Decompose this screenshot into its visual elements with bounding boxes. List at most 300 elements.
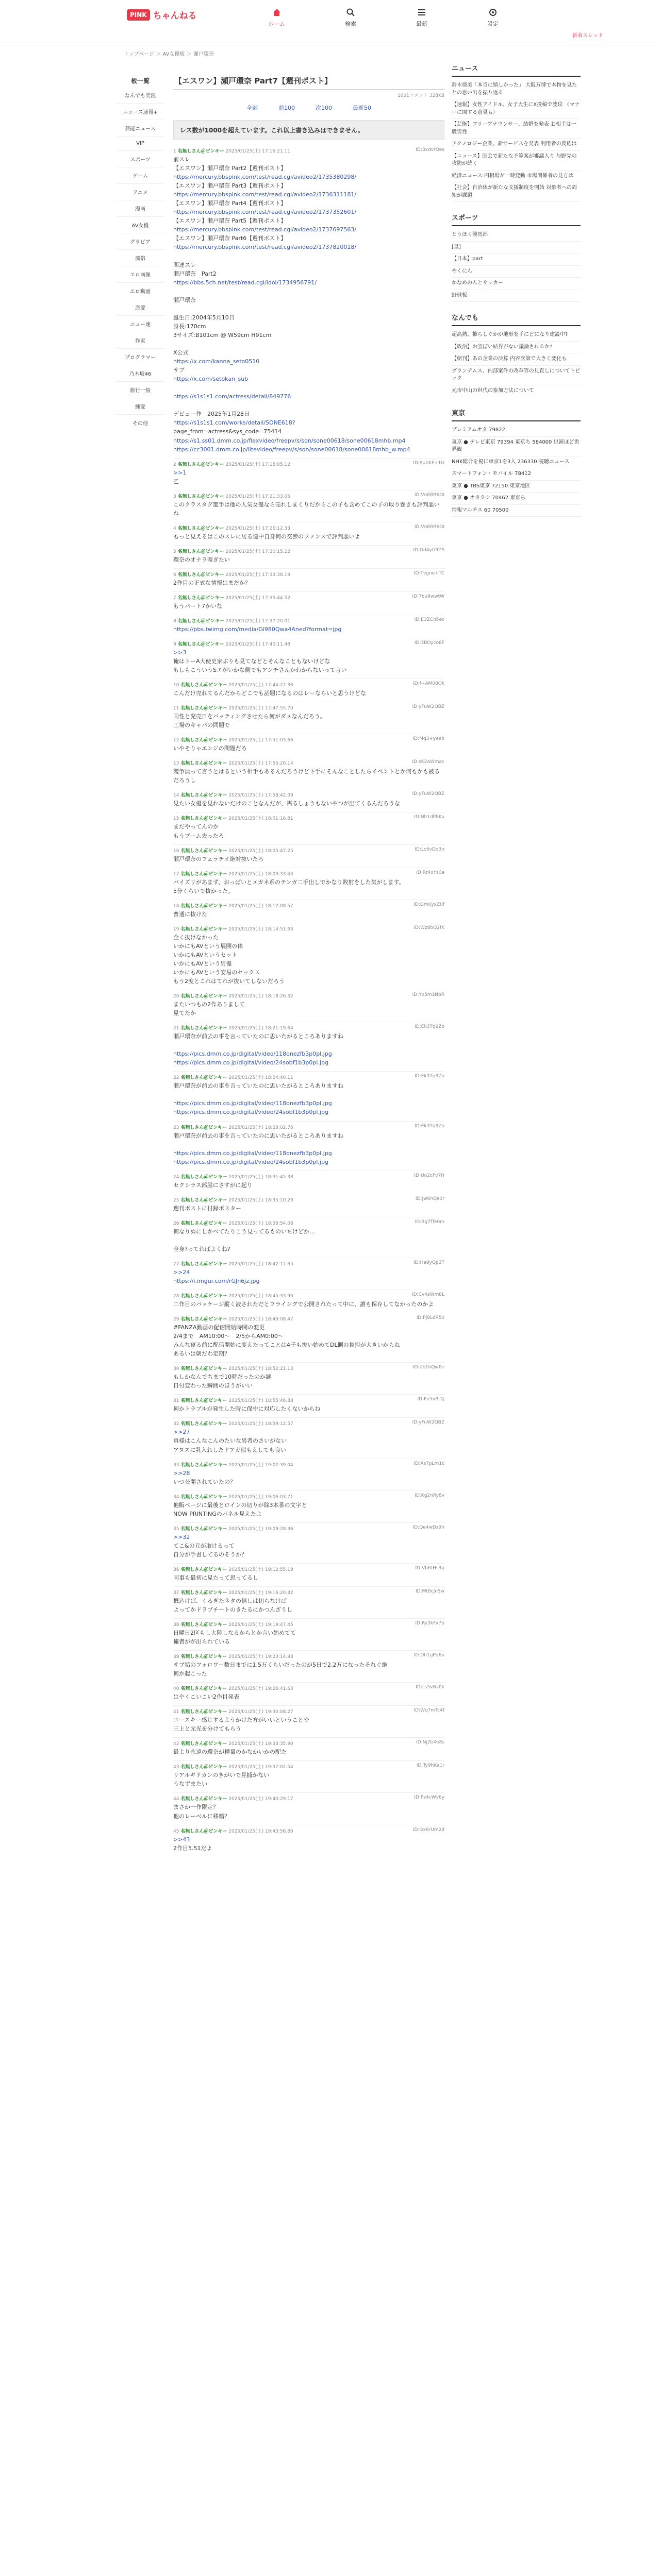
post-id[interactable]: ID:Ek3Tq9Zo bbox=[415, 1074, 444, 1079]
sidebar-link[interactable]: 情報マルチス 60 70500 bbox=[452, 505, 581, 517]
post-link[interactable]: https://pics.dmm.co.jp/digital/video/24sobf1b3p0pl.jpg bbox=[173, 1109, 328, 1116]
post-number[interactable]: 13 bbox=[173, 761, 179, 767]
post-meta-left bbox=[173, 1315, 293, 1322]
post-number[interactable]: 17 bbox=[173, 871, 179, 877]
post-text-line: このクラスタグ選手は他の人気女優なら売れしまくりだからこの子も含めてこの子の取り巻きも評判悪いね bbox=[173, 501, 440, 517]
board-link[interactable]: 恋愛 bbox=[117, 299, 164, 316]
post-id[interactable]: ID:7bu9wwtW bbox=[412, 594, 444, 599]
post-number[interactable]: 32 bbox=[173, 1421, 179, 1427]
post-id[interactable]: ID:Ty9hKa1r bbox=[416, 1763, 444, 1769]
post-link[interactable]: https://mercury.bbspink.com/test/read.cgi/avideo2/1736311181/ bbox=[173, 191, 357, 198]
post-number[interactable]: 19 bbox=[173, 926, 179, 932]
sidebar-misc bbox=[452, 311, 581, 397]
post-link[interactable]: https://s1.ss01.dmm.co.jp/flexvideo/freepv/s/son/sone00618/sone00618mhb.mp4 bbox=[173, 437, 406, 444]
reply-anchor[interactable]: >>27 bbox=[173, 1429, 190, 1436]
board-list-title: 板一覧 bbox=[130, 77, 150, 84]
post-text-line: #FANZA動画の配信開始時間の変更 bbox=[173, 1324, 265, 1331]
post bbox=[173, 1072, 444, 1121]
post-id[interactable]: ID:Ek3Tq9Zo bbox=[415, 1123, 444, 1129]
post-number[interactable]: 23 bbox=[173, 1125, 179, 1130]
sidebar-link[interactable]: 鈴木亜美「本当に嬉しかった」 大阪万博で本物を見たとの思い出を振り返る bbox=[452, 80, 581, 99]
post-author: 名無しさん＠ピンキー bbox=[180, 848, 227, 854]
post-number[interactable]: 27 bbox=[173, 1261, 179, 1267]
post-text-line: 前スレ bbox=[173, 156, 190, 163]
post bbox=[173, 1706, 444, 1738]
post bbox=[173, 522, 444, 546]
post-text-line: まだやってんのか bbox=[173, 823, 219, 831]
post-text-line: サブ bbox=[173, 367, 185, 374]
post-author: 名無しさん＠ピンキー bbox=[180, 793, 227, 799]
post-number[interactable]: 38 bbox=[173, 1622, 179, 1628]
post-id[interactable]: ID:3xdvrQes bbox=[416, 147, 444, 152]
post bbox=[173, 1564, 444, 1587]
post-number[interactable]: 28 bbox=[173, 1294, 179, 1299]
post-id[interactable]: ID:Vn6RR6OI bbox=[414, 524, 444, 530]
nav-settings[interactable] bbox=[487, 7, 499, 28]
post-link[interactable]: https://mercury.bbspink.com/test/read.cgi/avideo2/1737697563/ bbox=[173, 226, 357, 233]
post-number[interactable]: 35 bbox=[173, 1526, 179, 1532]
reply-anchor[interactable]: >>32 bbox=[173, 1533, 190, 1540]
post-body bbox=[173, 1691, 444, 1701]
post-id[interactable]: ID:Zk1hQw6e bbox=[412, 1365, 444, 1370]
post-meta-left bbox=[173, 1763, 293, 1770]
pager-all[interactable]: 全部 bbox=[246, 105, 258, 111]
post-body bbox=[173, 766, 444, 785]
post-number[interactable]: 34 bbox=[173, 1494, 179, 1500]
post-header bbox=[173, 1827, 444, 1834]
sidebar-link[interactable]: 東京 ● テレビ東京 79394 東京ち 584000 出演ほど世界観 bbox=[452, 437, 581, 456]
post-date: 2025/01/25(土) 17:30:15.22 bbox=[225, 549, 290, 554]
post-number[interactable]: 43 bbox=[173, 1765, 179, 1770]
board-link[interactable]: 乃木坂46 bbox=[117, 365, 164, 382]
post-author: 名無しさん＠ピンキー bbox=[180, 1709, 227, 1715]
post-number[interactable]: 20 bbox=[173, 994, 179, 999]
post-header bbox=[173, 1315, 444, 1322]
post-text-line: いやそりゃエンジの問題だろ bbox=[173, 745, 247, 752]
reply-anchor[interactable]: >>3 bbox=[173, 649, 187, 656]
post bbox=[173, 1491, 444, 1523]
post bbox=[173, 569, 444, 592]
post-id[interactable]: ID:Vn6RR6OI bbox=[414, 492, 444, 498]
new-threads-link[interactable]: 新着スレッド bbox=[572, 33, 603, 39]
post-date: 2025/01/25(土) 18:45:33.90 bbox=[228, 1294, 293, 1299]
board-link[interactable]: グラビア bbox=[117, 233, 164, 250]
post-text-line: 瀬戸環奈 bbox=[173, 296, 196, 303]
post-author: 名無しさん＠ピンキー bbox=[180, 1317, 227, 1323]
post-id[interactable]: ID:Ls5vNz0k bbox=[416, 1685, 444, 1690]
post-author: 名無しさん＠ピンキー bbox=[180, 706, 227, 711]
post bbox=[173, 757, 444, 789]
post-id[interactable]: ID:yFuW2QBZ bbox=[412, 1420, 444, 1426]
post-number[interactable]: 1 bbox=[173, 149, 176, 154]
post-link[interactable]: https://i.imgur.com/rGJn6jz.jpg bbox=[173, 1277, 260, 1284]
post-id[interactable]: ID:Nh1dP8Ku bbox=[414, 815, 444, 820]
board-link[interactable]: AV女優 bbox=[117, 217, 164, 233]
post-date: 2025/01/25(土) 17:16:21.11 bbox=[225, 149, 290, 154]
post-meta-left bbox=[173, 548, 290, 554]
post-link[interactable]: https://mercury.bbspink.com/test/read.cgi/avideo2/1737352601/ bbox=[173, 209, 357, 216]
sidebar-link[interactable]: 東京 ● オタクシ 70462 東京ら bbox=[452, 493, 581, 505]
post-meta-left bbox=[173, 1795, 293, 1802]
post-id[interactable]: ID:Pj8LdR5x bbox=[416, 1315, 444, 1321]
post-header bbox=[173, 524, 444, 531]
post-date: 2025/01/25(土) 18:55:46.88 bbox=[228, 1398, 293, 1404]
post-date: 2025/01/25(土) 19:09:28.36 bbox=[228, 1526, 293, 1532]
post-body bbox=[173, 711, 444, 730]
reply-anchor[interactable]: >>24 bbox=[173, 1268, 190, 1276]
post bbox=[173, 1761, 444, 1793]
post-number[interactable]: 2 bbox=[173, 462, 176, 467]
post-body bbox=[173, 554, 444, 564]
sidebar-link[interactable]: 【日本】part bbox=[452, 253, 581, 266]
post-number[interactable]: 7 bbox=[173, 595, 176, 601]
post-header bbox=[173, 594, 444, 601]
post-number[interactable]: 39 bbox=[173, 1654, 179, 1660]
post-id[interactable]: ID:E3ZCn5ec bbox=[414, 617, 444, 622]
sidebar-region-title: 東京 bbox=[452, 406, 581, 421]
post-link[interactable]: https://mercury.bbspink.com/test/read.cgi/avideo2/1735380298/ bbox=[173, 174, 357, 181]
post-header bbox=[173, 1740, 444, 1747]
post bbox=[173, 1418, 444, 1459]
post-link[interactable]: https://pics.dmm.co.jp/digital/video/24sobf1b3p0pl.jpg bbox=[173, 1059, 328, 1066]
post-id[interactable]: ID:Lc6vDq3n bbox=[415, 846, 444, 852]
post-number[interactable]: 3 bbox=[173, 494, 176, 499]
board-link[interactable]: スポーツ bbox=[117, 151, 164, 167]
post-meta-left bbox=[173, 1260, 293, 1267]
post-text-line: page_from=actress&sys_code=75414 bbox=[173, 428, 282, 435]
nav-latest[interactable] bbox=[416, 7, 427, 28]
post-id[interactable]: ID:Kg2nRy8v bbox=[415, 1493, 444, 1498]
post-author: 名無しさん＠ピンキー bbox=[180, 1828, 227, 1834]
board-link[interactable]: 作家 bbox=[117, 332, 164, 349]
post-text-line: みんな寝る前に配信開始に変えたってことは4千も抜い始めてDL側の負担が大きいからね bbox=[173, 1342, 400, 1349]
post bbox=[173, 679, 444, 702]
post-body bbox=[173, 1226, 444, 1253]
sidebar-link[interactable]: かなめのんとサッカー bbox=[452, 278, 581, 290]
post-text-line: 瀬戸環奈のフェラチオ絶対抜いたろ bbox=[173, 855, 264, 862]
post-id[interactable]: ID:9ubKF+1U bbox=[413, 460, 444, 466]
board-link[interactable]: 芸能ニュース bbox=[117, 120, 164, 137]
post-number[interactable]: 37 bbox=[173, 1590, 179, 1596]
post-text-line: いかにもAVというセット bbox=[173, 951, 238, 958]
post-text-line: 工場のキャパの問題で bbox=[173, 722, 230, 729]
post-date: 2025/01/25(土) 19:02:39.04 bbox=[228, 1462, 293, 1468]
post-text-line: いつ公開されていたの？ bbox=[173, 1478, 236, 1485]
post-number[interactable]: 4 bbox=[173, 526, 176, 531]
post-meta-left bbox=[173, 847, 293, 854]
post-text-line: 乙 bbox=[173, 478, 179, 485]
post-date: 2025/01/25(土) 17:18:05.12 bbox=[225, 462, 290, 467]
post bbox=[173, 1619, 444, 1651]
sidebar-link[interactable]: 元市中山の世代の参加方法について bbox=[452, 385, 581, 398]
sidebar-link[interactable]: 経済ニュース:円相場が一時変動 市場関係者の見方は bbox=[452, 171, 581, 183]
sidebar-link[interactable]: 【政治】お宝ぽい結界がない議論されるか? bbox=[452, 342, 581, 354]
post-number[interactable]: 11 bbox=[173, 706, 179, 711]
sidebar-link[interactable]: 【芸能】フリーアナウンサー、結婚を発表 お相手は一般男性 bbox=[452, 119, 581, 139]
sidebar-link[interactable]: 【速報】女性アイドル、女子大生にX投稿で波紋 〈マナーに関する意見も〉 bbox=[452, 99, 581, 119]
sidebar-link[interactable]: スマートフォン・モバイル 78412 bbox=[452, 468, 581, 481]
post bbox=[173, 900, 444, 923]
post-number[interactable]: 8 bbox=[173, 618, 176, 624]
post-id[interactable]: ID:Cv4sWm8L bbox=[411, 1292, 444, 1298]
post-id[interactable]: ID:Xs7pLm1c bbox=[413, 1461, 444, 1466]
post-text-line: 【エスワン】瀬戸環奈 Part6【週刊ポスト】 bbox=[173, 235, 287, 242]
board-link[interactable]: ニュース速報+ bbox=[117, 104, 164, 120]
post-number[interactable]: 21 bbox=[173, 1026, 179, 1031]
post-author: 名無しさん＠ピンキー bbox=[180, 1294, 227, 1299]
post-header bbox=[173, 1074, 444, 1080]
sidebar-link[interactable]: やくにん bbox=[452, 266, 581, 278]
post-id[interactable]: ID:Gx6rUm2d bbox=[412, 1827, 444, 1833]
post-body bbox=[173, 1203, 444, 1213]
post-number[interactable]: 30 bbox=[173, 1366, 179, 1372]
post-header bbox=[173, 461, 444, 467]
post-text-line: 見たい女優を見れないだけのことなんだが、需るしょうもないやつが出てくるんだろうな bbox=[173, 800, 400, 807]
post-number[interactable]: 10 bbox=[173, 683, 179, 688]
post-text-line: もうパート7かいな bbox=[173, 602, 222, 609]
post-text-line: 2作目5.51だよ bbox=[173, 1844, 212, 1852]
post-meta-left bbox=[173, 1685, 293, 1691]
post-header bbox=[173, 493, 444, 499]
post-date: 2025/01/25(土) 17:40:11.48 bbox=[225, 642, 290, 648]
post-date: 2025/01/25(土) 19:26:41.63 bbox=[228, 1686, 293, 1692]
post-number[interactable]: 15 bbox=[173, 816, 179, 822]
post-author: 名無しさん＠ピンキー bbox=[180, 1741, 227, 1747]
pager-latest[interactable]: 最新50 bbox=[353, 105, 371, 111]
post-date: 2025/01/25(土) 17:35:44.52 bbox=[225, 595, 290, 601]
post-header bbox=[173, 925, 444, 932]
sidebar-link[interactable]: 【社会】自治体が新たな支援制度を開始 対象者への周知が課題 bbox=[452, 182, 581, 202]
post-date: 2025/01/25(土) 18:21:19.64 bbox=[228, 1026, 293, 1031]
post bbox=[173, 868, 444, 900]
post-number[interactable]: 26 bbox=[173, 1221, 179, 1226]
post-id[interactable]: ID:Wz8bQ2fK bbox=[413, 925, 444, 930]
post-date: 2025/01/25(土) 18:59:12.57 bbox=[228, 1421, 293, 1427]
sidebar-link[interactable]: 超高熱、推らしぐかが地形を手にどになり建設中? bbox=[452, 329, 581, 342]
post-link[interactable]: https://pics.dmm.co.jp/digital/video/118onezfb3p0pl.jpg bbox=[173, 1100, 332, 1107]
post-author: 名無しさん＠ピンキー bbox=[180, 1686, 227, 1692]
post-text-line: もしかなんでちまで10時だったのか謎 bbox=[173, 1374, 271, 1381]
post-meta-left bbox=[173, 1292, 293, 1299]
post-author: 名無しさん＠ピンキー bbox=[180, 1125, 227, 1130]
nav-home[interactable] bbox=[268, 7, 285, 28]
post-link[interactable]: https://s1s1s1.com/works/detail/SONE618? bbox=[173, 419, 295, 427]
post-id[interactable]: ID:Yx5m1NbR bbox=[412, 992, 444, 998]
reply-anchor[interactable]: >>43 bbox=[173, 1836, 190, 1843]
post-id[interactable]: ID:Tvgne+TC bbox=[413, 570, 444, 576]
post-id[interactable]: ID:Mq3+yeeb bbox=[412, 736, 444, 742]
post-meta-left bbox=[173, 681, 293, 688]
post-id[interactable]: ID:Ha9yQp2T bbox=[413, 1260, 444, 1265]
post-number[interactable]: 5 bbox=[173, 549, 176, 554]
post-link[interactable]: https://pics.dmm.co.jp/digital/video/118onezfb3p0pl.jpg bbox=[173, 1050, 332, 1058]
sidebar-link[interactable]: 東京 ● TBS東京 72150 東京地区 bbox=[452, 481, 581, 493]
sidebar-link[interactable]: ブレミアムオタ 79822 bbox=[452, 425, 581, 437]
post-text-line: エースキー感じするようかけた方がいいということや bbox=[173, 1717, 309, 1724]
post-date: 2025/01/25(土) 19:23:14.98 bbox=[228, 1654, 293, 1660]
post-meta-left bbox=[173, 870, 293, 877]
post bbox=[173, 638, 444, 679]
post-header bbox=[173, 1219, 444, 1226]
board-link[interactable]: エロ画像 bbox=[117, 266, 164, 283]
post-author: 名無しさん＠ピンキー bbox=[180, 1797, 227, 1802]
post-text-line: いかにもAVという男優 bbox=[173, 960, 232, 967]
post-text-line: 何か起こった bbox=[173, 1670, 207, 1677]
post-number[interactable]: 36 bbox=[173, 1567, 179, 1572]
post-date: 2025/01/25(土) 18:42:17.65 bbox=[228, 1261, 293, 1267]
post-link[interactable]: https://pics.dmm.co.jp/digital/video/118onezfb3p0pl.jpg bbox=[173, 1149, 332, 1157]
post-id[interactable]: ID:Vb6tHs3p bbox=[415, 1565, 444, 1571]
post-number[interactable]: 40 bbox=[173, 1686, 179, 1692]
post-link[interactable]: https://pics.dmm.co.jp/digital/video/24sobf1b3p0pl.jpg bbox=[173, 1158, 328, 1165]
post-number[interactable]: 42 bbox=[173, 1741, 179, 1747]
post-author: 名無しさん＠ピンキー bbox=[180, 1261, 227, 1267]
board-link[interactable]: エロ動画 bbox=[117, 283, 164, 299]
board-link[interactable]: プログラマー bbox=[117, 349, 164, 365]
post-number[interactable]: 6 bbox=[173, 572, 176, 578]
reply-anchor[interactable]: >>28 bbox=[173, 1469, 190, 1477]
post-id[interactable]: ID:yFuW2QBZ bbox=[412, 704, 444, 710]
post-link[interactable]: https://pbs.twimg.com/media/Gi980Qwa4Aned?format=jpg bbox=[173, 625, 342, 633]
sidebar-link[interactable]: グランデムス、内部案件の改革等の見直しについてトピック bbox=[452, 366, 581, 385]
post-number[interactable]: 25 bbox=[173, 1197, 179, 1203]
list-icon bbox=[417, 7, 427, 18]
board-link[interactable]: 旅行一般 bbox=[117, 382, 164, 398]
thread-main bbox=[173, 62, 444, 1857]
post-id[interactable]: ID:Rt4xYs0a bbox=[416, 870, 444, 875]
post-meta-left bbox=[173, 1365, 293, 1371]
post-number[interactable]: 24 bbox=[173, 1174, 179, 1180]
post-link[interactable]: https://bbs.5ch.net/test/read.cgi/idol/1734956791/ bbox=[173, 279, 317, 286]
post-number[interactable]: 29 bbox=[173, 1317, 179, 1323]
post-link[interactable]: https://mercury.bbspink.com/test/read.cgi/avideo2/1737820018/ bbox=[173, 244, 357, 251]
sidebar-link[interactable]: 【ニュース】国会で新たな予算案が審議入り 与野党の攻防が続く bbox=[452, 151, 581, 171]
post-number[interactable]: 45 bbox=[173, 1828, 179, 1834]
post-id[interactable]: ID:sK2aWmac bbox=[412, 759, 444, 765]
post-id[interactable]: ID:Gm0yxZ0f bbox=[413, 902, 444, 907]
post-author: 名無しさん＠ピンキー bbox=[180, 994, 227, 999]
post-text-line: てこ&の元が取けるって bbox=[173, 1542, 235, 1549]
post-date: 2025/01/25(土) 18:14:51.93 bbox=[228, 926, 293, 932]
post-date: 2025/01/25(土) 19:12:55.19 bbox=[228, 1567, 293, 1572]
post-meta-left bbox=[173, 1420, 293, 1427]
board-link[interactable]: ニュー速 bbox=[117, 316, 164, 332]
reply-anchor[interactable]: >>1 bbox=[173, 469, 187, 476]
post-header bbox=[173, 1566, 444, 1572]
board-link[interactable]: 漫画 bbox=[117, 200, 164, 217]
post-number[interactable]: 31 bbox=[173, 1398, 179, 1404]
post-date: 2025/01/25(土) 19:43:56.80 bbox=[228, 1828, 293, 1834]
post-body bbox=[173, 1031, 444, 1067]
post-meta-left bbox=[173, 640, 290, 647]
search-icon bbox=[345, 7, 356, 18]
post-id[interactable]: ID:Qe4wDz9h bbox=[412, 1524, 444, 1530]
post-text-line: あるいは朝だわ定期？ bbox=[173, 1350, 230, 1358]
post-number[interactable]: 44 bbox=[173, 1797, 179, 1802]
board-link[interactable]: 純愛 bbox=[117, 398, 164, 415]
post-id[interactable]: ID:Nj2bXe8s bbox=[416, 1740, 444, 1745]
post-text-line: もっと見えるはこのスレに居る連中自身何の交渉のファンスで評判悪いよ bbox=[173, 533, 360, 540]
post-number[interactable]: 22 bbox=[173, 1075, 179, 1081]
post-number[interactable]: 16 bbox=[173, 848, 179, 854]
site-header bbox=[0, 0, 662, 45]
post-meta-left bbox=[173, 1708, 293, 1715]
post-id[interactable]: ID:Uo2cPv7H bbox=[414, 1173, 444, 1178]
post-number[interactable]: 41 bbox=[173, 1709, 179, 1715]
post-id[interactable]: ID:Jw6nQa3r bbox=[415, 1196, 444, 1201]
post bbox=[173, 1122, 444, 1171]
site-logo[interactable] bbox=[127, 8, 197, 21]
post-id[interactable]: ID:Ek3Tq9Zo bbox=[415, 1024, 444, 1030]
post-meta-left bbox=[173, 147, 290, 154]
post-number[interactable]: 14 bbox=[173, 793, 179, 799]
post-header bbox=[173, 1196, 444, 1203]
post-id[interactable]: ID:yFuW2QBZ bbox=[412, 791, 444, 797]
post-number[interactable]: 18 bbox=[173, 903, 179, 909]
post-link[interactable]: https://s1s1s1.com/actress/detail/849776 bbox=[173, 393, 291, 400]
post-id[interactable]: ID:f+AM08Ok bbox=[413, 681, 444, 687]
board-link[interactable]: VIP bbox=[117, 137, 164, 151]
post-meta-left bbox=[173, 902, 293, 909]
post-meta-left bbox=[173, 1461, 293, 1468]
post-id[interactable]: ID:Ry3kFx7b bbox=[415, 1621, 444, 1626]
board-link[interactable]: なんでも実況 bbox=[117, 87, 164, 104]
board-link[interactable]: 風俗 bbox=[117, 250, 164, 266]
sidebar-link[interactable]: [皇] bbox=[452, 242, 581, 254]
post-link[interactable]: https://x.com/setokan_sub bbox=[173, 376, 249, 383]
post-number[interactable]: 33 bbox=[173, 1462, 179, 1468]
post bbox=[173, 734, 444, 757]
sidebar-region bbox=[452, 406, 581, 517]
sidebar-link[interactable]: 【朝刊】あの企業の決算 内容次第で大きく変化も bbox=[452, 353, 581, 366]
sidebar-link[interactable]: NHK総合を視に東京1を3入 236330 視聴ニュース bbox=[452, 456, 581, 469]
post bbox=[173, 812, 444, 844]
post-date: 2025/01/25(土) 18:28:02.76 bbox=[228, 1125, 293, 1130]
post-link[interactable]: https://x.com/kanna_seto0510 bbox=[173, 358, 260, 365]
post-body bbox=[173, 601, 444, 611]
post-id[interactable]: ID:Pz4cWv6y bbox=[414, 1795, 444, 1801]
post-id[interactable]: ID:Wq7mTc4f bbox=[413, 1708, 444, 1714]
post-meta-left bbox=[173, 1621, 293, 1628]
post-id[interactable]: ID:Gd4yU9ZS bbox=[413, 547, 444, 553]
board-link[interactable]: その他 bbox=[117, 415, 164, 431]
board-link[interactable]: アニメ bbox=[117, 184, 164, 200]
post-id[interactable]: ID:Bg7fTe0m bbox=[415, 1219, 444, 1225]
sidebar-news bbox=[452, 62, 581, 202]
post-link[interactable]: https://cc3001.dmm.co.jp/litevideo/freepv/s/son/sone00618/sone00618mhb_w.mp4 bbox=[173, 446, 410, 453]
sidebar-link[interactable]: とうほく競馬部 bbox=[452, 229, 581, 242]
post-id[interactable]: ID:Mt8cJn5w bbox=[415, 1588, 444, 1594]
post-text-line: はやくこいこい2作目発表 bbox=[173, 1693, 239, 1701]
board-link[interactable]: ゲーム bbox=[117, 167, 164, 184]
sidebar-link[interactable]: テクノロジー企業、新サービスを発表 利用者の反応は bbox=[452, 139, 581, 151]
post-author: 名無しさん＠ピンキー bbox=[180, 871, 227, 877]
post-id[interactable]: ID:Dh1gPq6u bbox=[413, 1653, 444, 1658]
post bbox=[173, 1290, 444, 1313]
post-id[interactable]: ID:Fn5vBt2j bbox=[417, 1397, 444, 1402]
post-author: 名無しさん＠ピンキー bbox=[177, 494, 224, 499]
nav-search[interactable] bbox=[345, 7, 356, 28]
post-number[interactable]: 9 bbox=[173, 642, 176, 648]
pager-prev[interactable]: 前100 bbox=[278, 105, 295, 111]
post-id[interactable]: ID:3BOyco8F bbox=[414, 640, 444, 646]
post-number[interactable]: 12 bbox=[173, 738, 179, 743]
post-body bbox=[173, 1628, 444, 1646]
post-text-line: もうブーム去ったろ bbox=[173, 832, 224, 839]
post-text-line: デビュー作 2025年1月28日 bbox=[173, 411, 250, 418]
pager-next[interactable]: 次100 bbox=[316, 105, 332, 111]
sidebar-link[interactable]: 野球板 bbox=[452, 290, 581, 302]
